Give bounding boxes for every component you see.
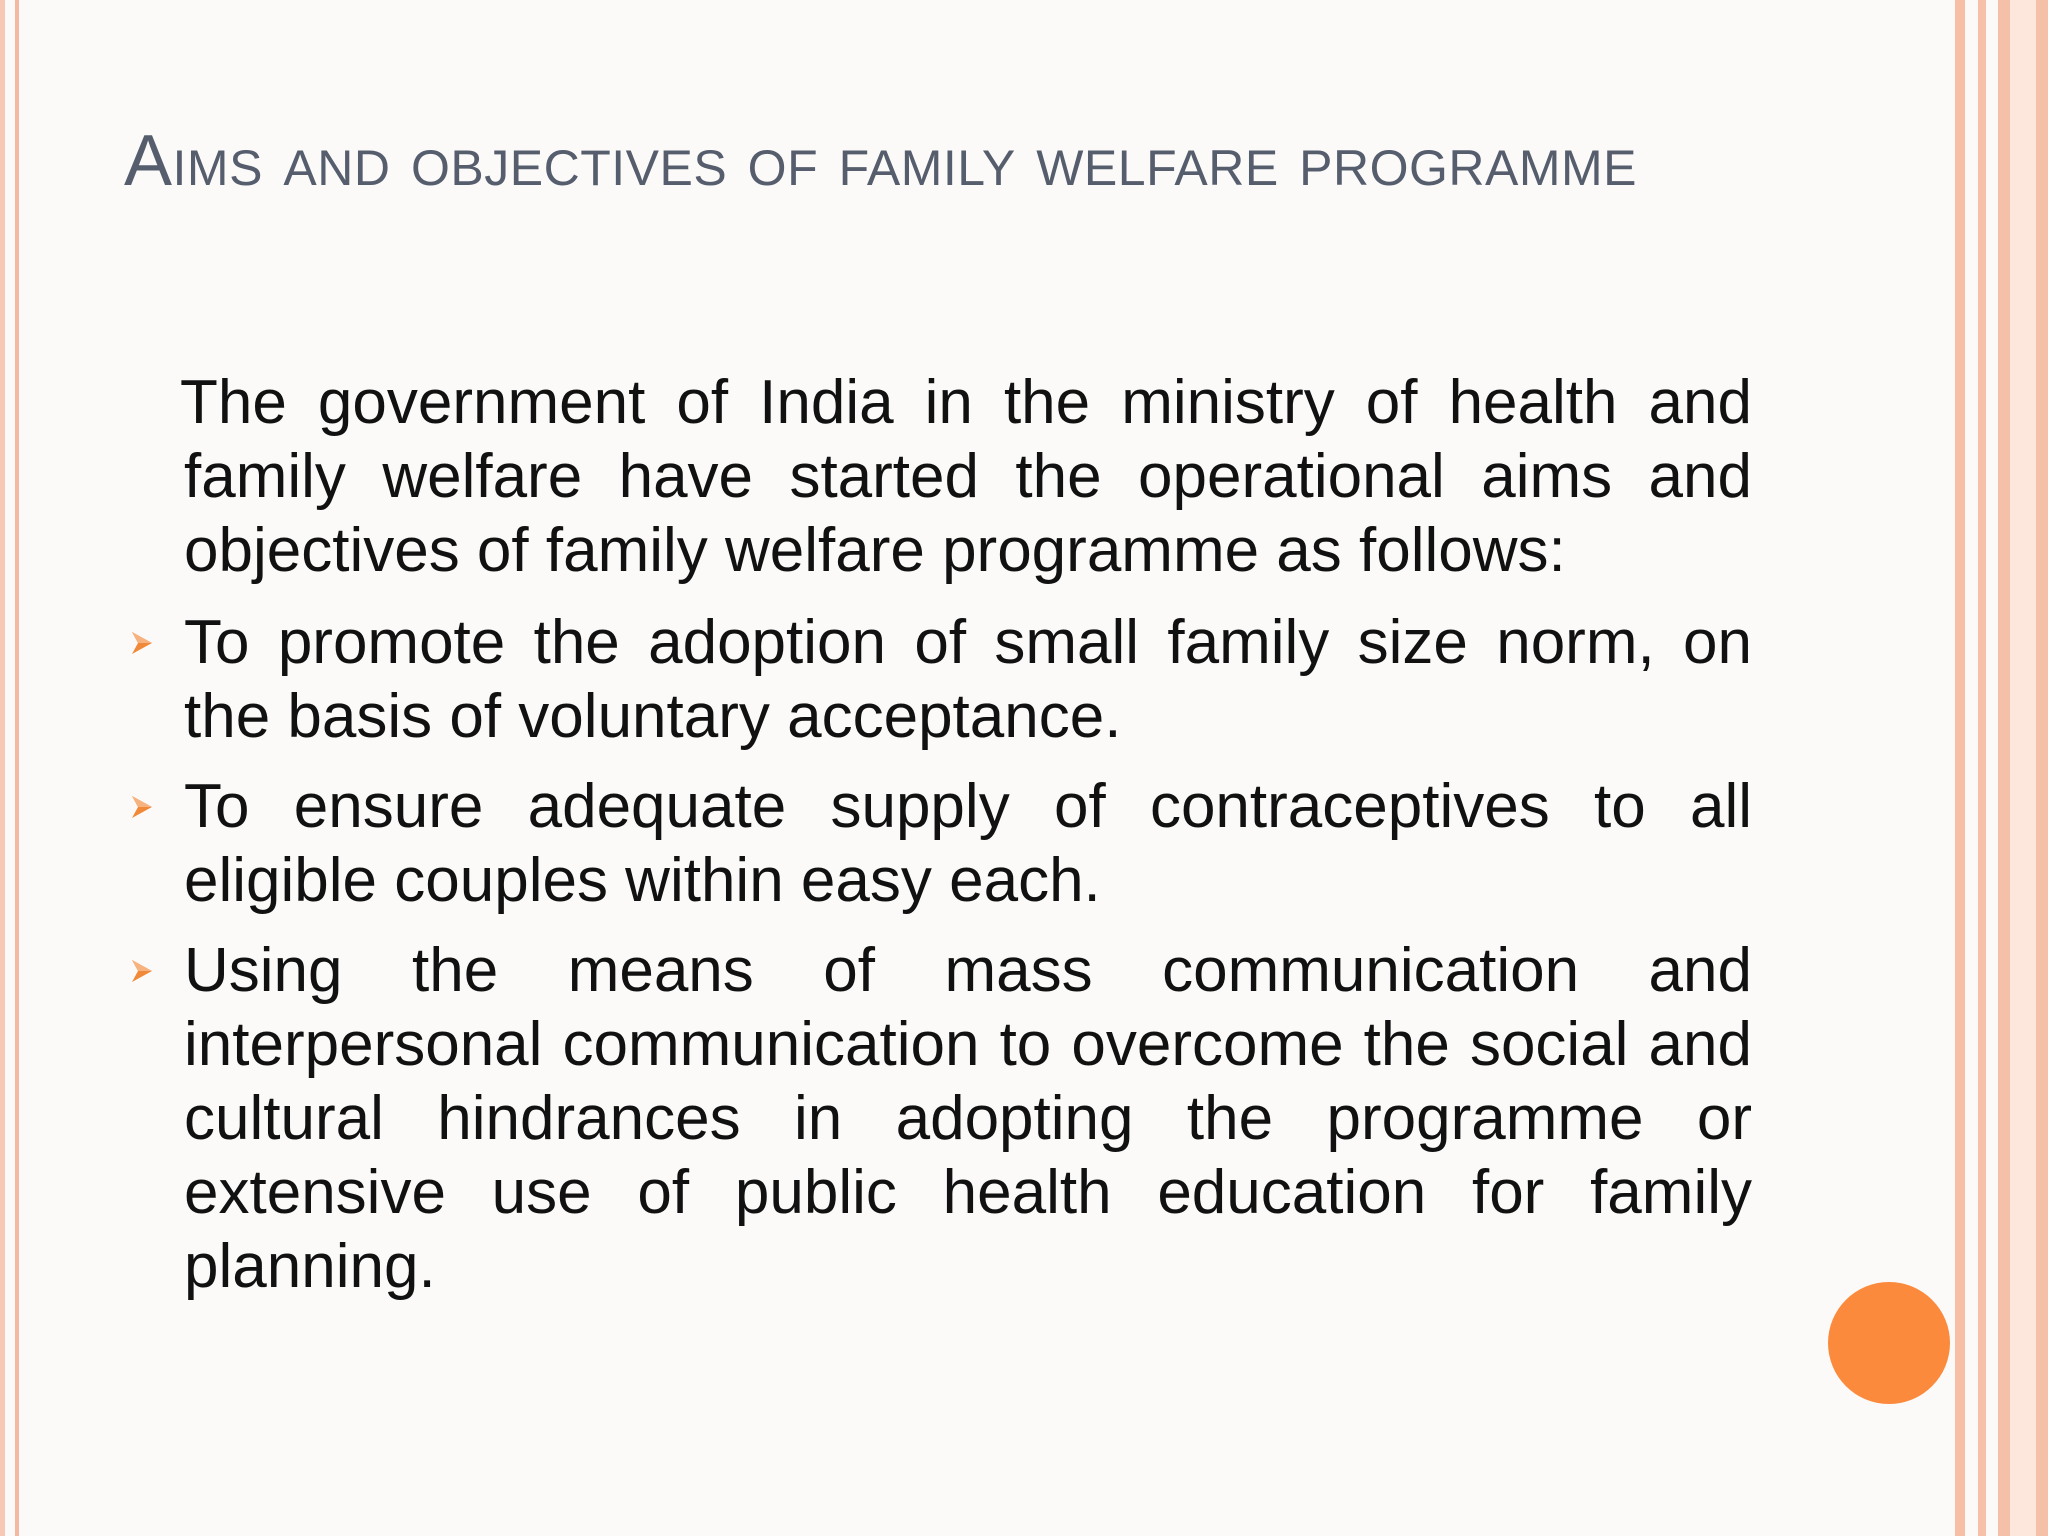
orange-circle-decoration [1828, 1282, 1950, 1404]
intro-paragraph: The government of India in the ministry of health and family welfare have started the operational aims and objectives of family welfare programme as follows: [180, 368, 1752, 585]
bullet-text: To promote the adoption of small family size norm, on the basis of voluntary acceptance. [184, 608, 1752, 751]
right-border-line-2 [1978, 0, 1986, 1536]
list-item [124, 606, 1752, 754]
bullet-text: To ensure adequate supply of contraceptives to all eligible couples within easy each. [184, 772, 1752, 915]
bullet-text: Using the means of mass communication and interpersonal communication to overcome the social and cultural hindrances in adopting the programme or extensive use of public health education for family planning. [184, 936, 1752, 1301]
arrowhead-bullet-icon [126, 956, 156, 986]
arrowhead-bullet-icon [126, 792, 156, 822]
left-inner-border-line [15, 0, 19, 1536]
arrowhead-bullet-icon [126, 628, 156, 658]
slide-title: Aims and objectives of family welfare programme [124, 121, 1638, 201]
list-item [124, 770, 1752, 918]
left-border-line [0, 0, 5, 1536]
right-border-band-inner [2010, 0, 2036, 1536]
list-item [124, 934, 1752, 1304]
slide-content [124, 366, 1752, 1320]
bullet-list [124, 606, 1752, 1304]
right-border-line [1955, 0, 1965, 1536]
